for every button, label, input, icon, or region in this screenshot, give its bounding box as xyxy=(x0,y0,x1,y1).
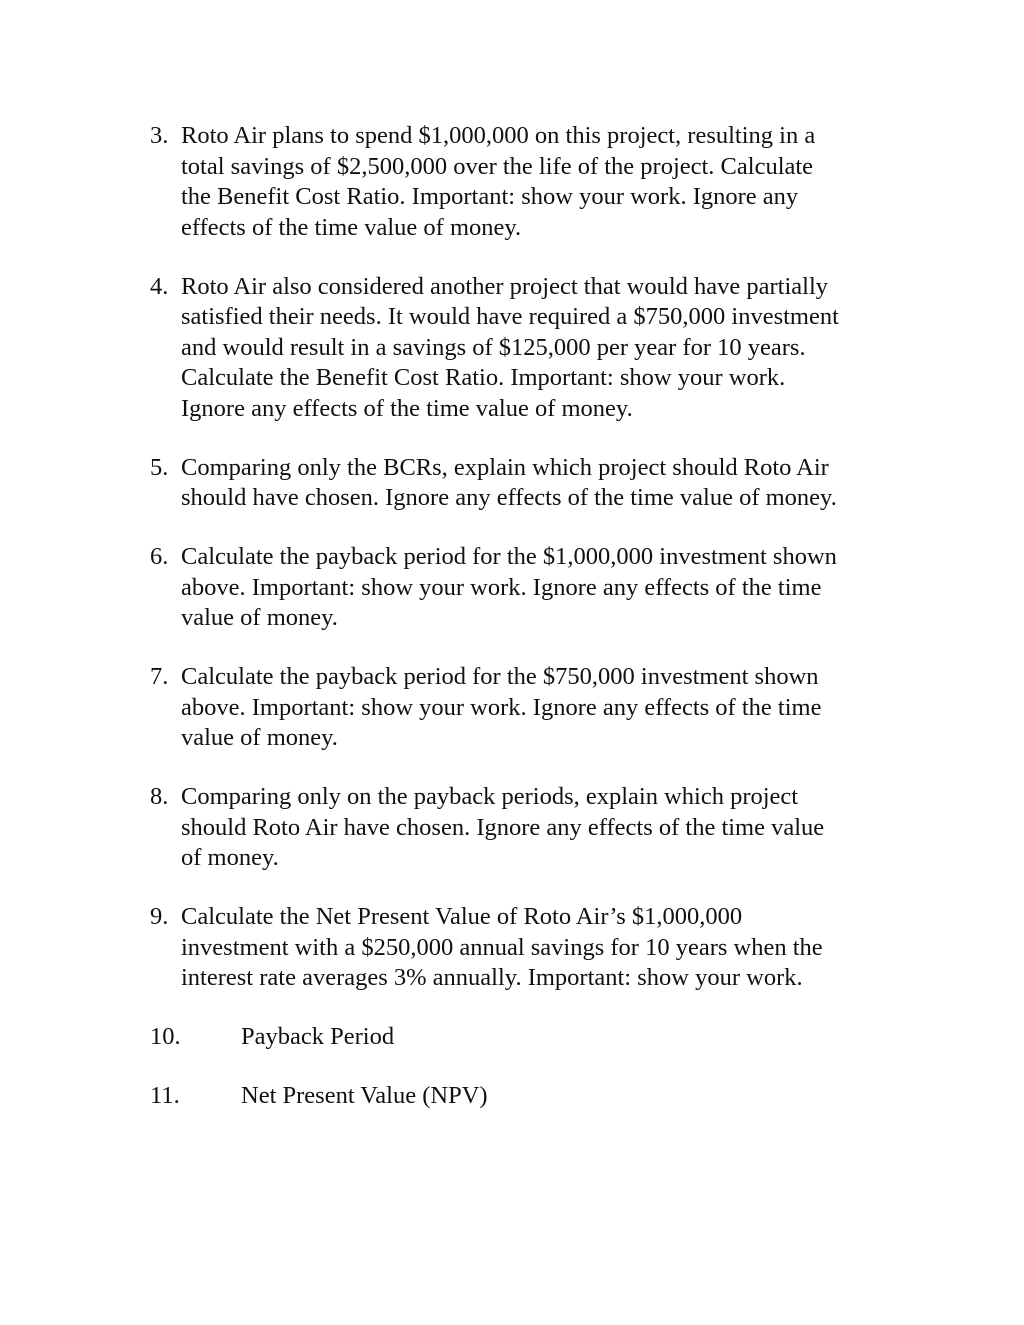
question-list xyxy=(150,121,910,1140)
question-text: Comparing only the BCRs, explain which project should Roto Air should have chosen. Ignore any effects of the time value of money. xyxy=(181,453,837,511)
question-item-6 xyxy=(150,542,910,634)
question-item-10 xyxy=(150,1022,910,1053)
question-text: Calculate the payback period for the $750,000 investment shown above. Important: show your work. Ignore any effects of the time value of money. xyxy=(181,663,822,751)
question-text: Roto Air plans to spend $1,000,000 on this project, resulting in a total savings of $2,500,000 over the life of the project. Calculate the Benefit Cost Ratio. Important: show your work. Ignore any effects of the time value of money. xyxy=(181,122,816,241)
question-item-5 xyxy=(150,453,910,514)
question-number: 5. xyxy=(150,453,169,481)
question-number: 8. xyxy=(150,783,169,810)
question-number: 11. xyxy=(150,1082,180,1109)
question-item-4 xyxy=(150,272,910,425)
question-number: 6. xyxy=(150,543,169,570)
question-item-9 xyxy=(150,902,910,994)
question-text: Net Present Value (NPV) xyxy=(241,1082,488,1109)
question-number: 10. xyxy=(150,1023,181,1050)
question-text: Calculate the payback period for the $1,000,000 investment shown above. Important: show your work. Ignore any effects of the time value of money. xyxy=(181,543,837,631)
question-item-11 xyxy=(150,1081,910,1112)
question-item-7 xyxy=(150,662,910,754)
question-text: Comparing only on the payback periods, explain which project should Roto Air have chosen. Ignore any effects of the time value of money. xyxy=(181,783,825,871)
question-number: 3. xyxy=(150,122,169,149)
question-item-3 xyxy=(150,121,910,243)
question-item-8 xyxy=(150,782,910,874)
question-number: 4. xyxy=(150,272,169,300)
question-number: 7. xyxy=(150,663,169,690)
question-text: Calculate the Net Present Value of Roto Air’s $1,000,000 investment with a $250,000 annual savings for 10 years when the interest rate averages 3% annually. Important: show your work. xyxy=(181,903,823,991)
question-text: Payback Period xyxy=(241,1023,395,1050)
question-number: 9. xyxy=(150,903,169,930)
question-text: Roto Air also considered another project that would have partially satisfied their needs. It would have required a $750,000 investment and would result in a savings of $125,000 per year for 10 years. Calculate the Benefit Cost Ratio. Important: show your work. Ignore any effects of the time value of money. xyxy=(181,272,839,422)
